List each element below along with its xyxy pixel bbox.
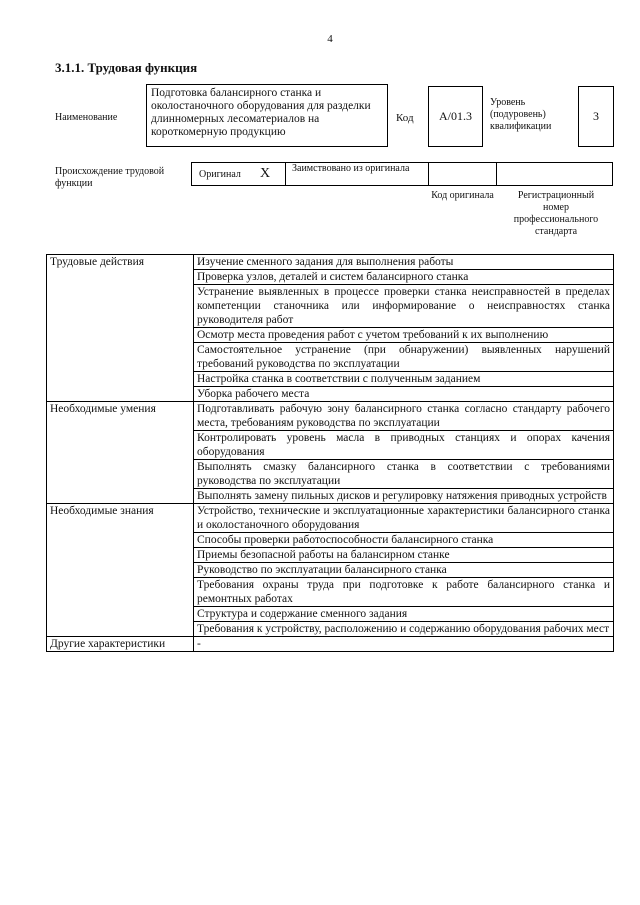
reg-number-cell (496, 162, 613, 186)
origin-label: Происхождение трудовой функции (55, 166, 165, 189)
item-cell: Требования к устройству, расположению и содержанию оборудования рабочих мест (194, 622, 614, 637)
item-cell: - (194, 637, 614, 652)
borrowed-label: Заимствовано из оригинала (292, 163, 410, 174)
item-cell: Устранение выявленных в процессе проверки станка неисправностей в пределах компетенции станочника или информирование о неисправностях станка руководителя работ (194, 285, 614, 328)
category-cell: Необходимые умения (47, 402, 194, 504)
table-row (47, 637, 614, 652)
section-title: 3.1.1. Трудовая функция (55, 60, 198, 75)
page-number: 4 (327, 33, 333, 45)
item-cell: Подготавливать рабочую зону балансирного станка согласно стандарту рабочего места, требованиям руководства по эксплуатации (194, 402, 614, 431)
category-cell: Другие характеристики (47, 637, 194, 652)
original-mark: X (260, 166, 271, 181)
name-label: Наименование (55, 112, 118, 123)
table-row (47, 402, 614, 431)
code-original-caption: Код оригинала (431, 190, 494, 201)
item-cell: Самостоятельное устранение (при обнаружении) выявленных нарушений требований руководства по эксплуатации (194, 343, 614, 372)
category-cell: Необходимые знания (47, 504, 194, 637)
item-cell: Проверка узлов, деталей и систем балансирного станка (194, 270, 614, 285)
name-value: Подготовка балансирного станка и околостаночного оборудования для разделки длинномерных лесоматериалов на короткомерную продукцию (151, 87, 371, 138)
item-cell: Структура и содержание сменного задания (194, 607, 614, 622)
category-cell: Трудовые действия (47, 255, 194, 402)
code-original-cell (428, 162, 497, 186)
item-cell: Изучение сменного задания для выполнения работы (194, 255, 614, 270)
item-cell: Осмотр места проведения работ с учетом требований к их выполнению (194, 328, 614, 343)
code-value: A/01.3 (428, 86, 483, 147)
borrowed-cell (285, 162, 429, 186)
item-cell: Способы проверки работоспособности балансирного станка (194, 533, 614, 548)
level-value: 3 (578, 86, 614, 147)
item-cell: Выполнять замену пильных дисков и регулировку натяжения приводных устройств (194, 489, 614, 504)
original-label: Оригинал (199, 169, 241, 180)
item-cell: Устройство, технические и эксплуатационные характеристики балансирного станка и околостаночного оборудования (194, 504, 614, 533)
reg-number-caption: Регистрационный номер профессионального стандарта (513, 190, 599, 237)
item-cell: Руководство по эксплуатации балансирного станка (194, 563, 614, 578)
original-cell (191, 162, 286, 186)
item-cell: Настройка станка в соответствии с полученным заданием (194, 372, 614, 387)
item-cell: Контролировать уровень масла в приводных станциях и опорах качения оборудования (194, 431, 614, 460)
item-cell: Выполнять смазку балансирного станка в соответствии с требованиями руководства по эксплуатации (194, 460, 614, 489)
table-row (47, 255, 614, 270)
name-value-box (146, 84, 388, 147)
function-details-table (46, 254, 614, 652)
table-row (47, 504, 614, 533)
level-label: Уровень (подуровень) квалификации (490, 97, 552, 132)
item-cell: Уборка рабочего места (194, 387, 614, 402)
code-label: Код (396, 112, 414, 124)
item-cell: Приемы безопасной работы на балансирном станке (194, 548, 614, 563)
item-cell: Требования охраны труда при подготовке к работе балансирного станка и ремонтных работах (194, 578, 614, 607)
